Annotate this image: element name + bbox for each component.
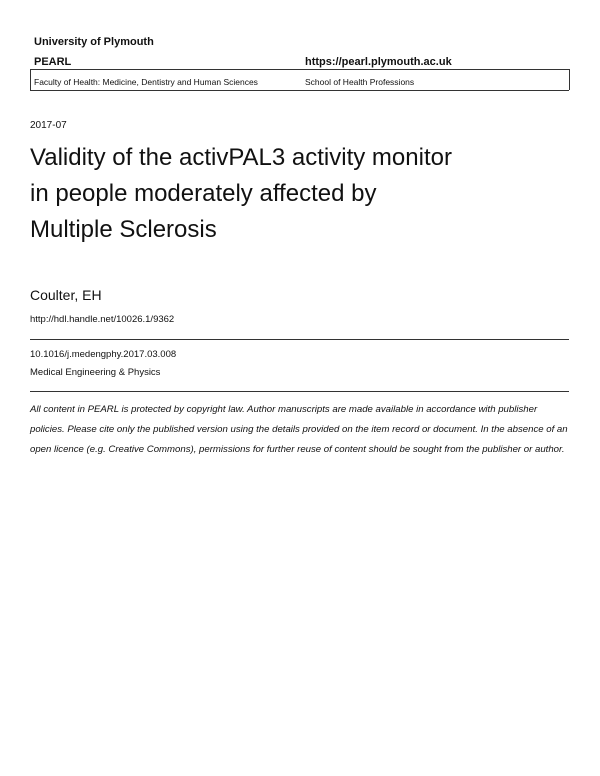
header-right-border (569, 69, 570, 90)
handle-link[interactable]: http://hdl.handle.net/10026.1/9362 (30, 314, 175, 325)
title-line: Multiple Sclerosis (30, 216, 217, 243)
title-line: in people moderately affected by (30, 180, 377, 207)
header-top-rule (30, 69, 569, 70)
faculty-name: Faculty of Health: Medicine, Dentistry and Human Sciences (34, 77, 258, 87)
header-bottom-rule (30, 90, 569, 91)
section-divider (30, 339, 569, 340)
doi-text: 10.1016/j.medengphy.2017.03.008 (30, 349, 177, 360)
header-left-border (30, 69, 31, 90)
document-title (30, 140, 570, 248)
university-name: University of Plymouth (34, 36, 154, 48)
journal-name: Medical Engineering & Physics (30, 367, 161, 378)
section-divider (30, 391, 569, 392)
school-name: School of Health Professions (305, 77, 415, 87)
author-name: Coulter, EH (30, 287, 102, 303)
publication-date: 2017-07 (30, 120, 67, 131)
title-line: Validity of the activPAL3 activity monitor (30, 144, 452, 171)
copyright-notice: All content in PEARL is protected by copyright law. Author manuscripts are made available in accordance with publisher policies. Please cite only the published version using the details provided on the item record or document. In the absence of an open licence (e.g. Creative Commons), permissions for further reuse of content should be sought from the publisher or author. (30, 404, 568, 455)
repository-url-link[interactable]: https://pearl.plymouth.ac.uk (305, 56, 452, 68)
repository-name: PEARL (34, 56, 72, 68)
